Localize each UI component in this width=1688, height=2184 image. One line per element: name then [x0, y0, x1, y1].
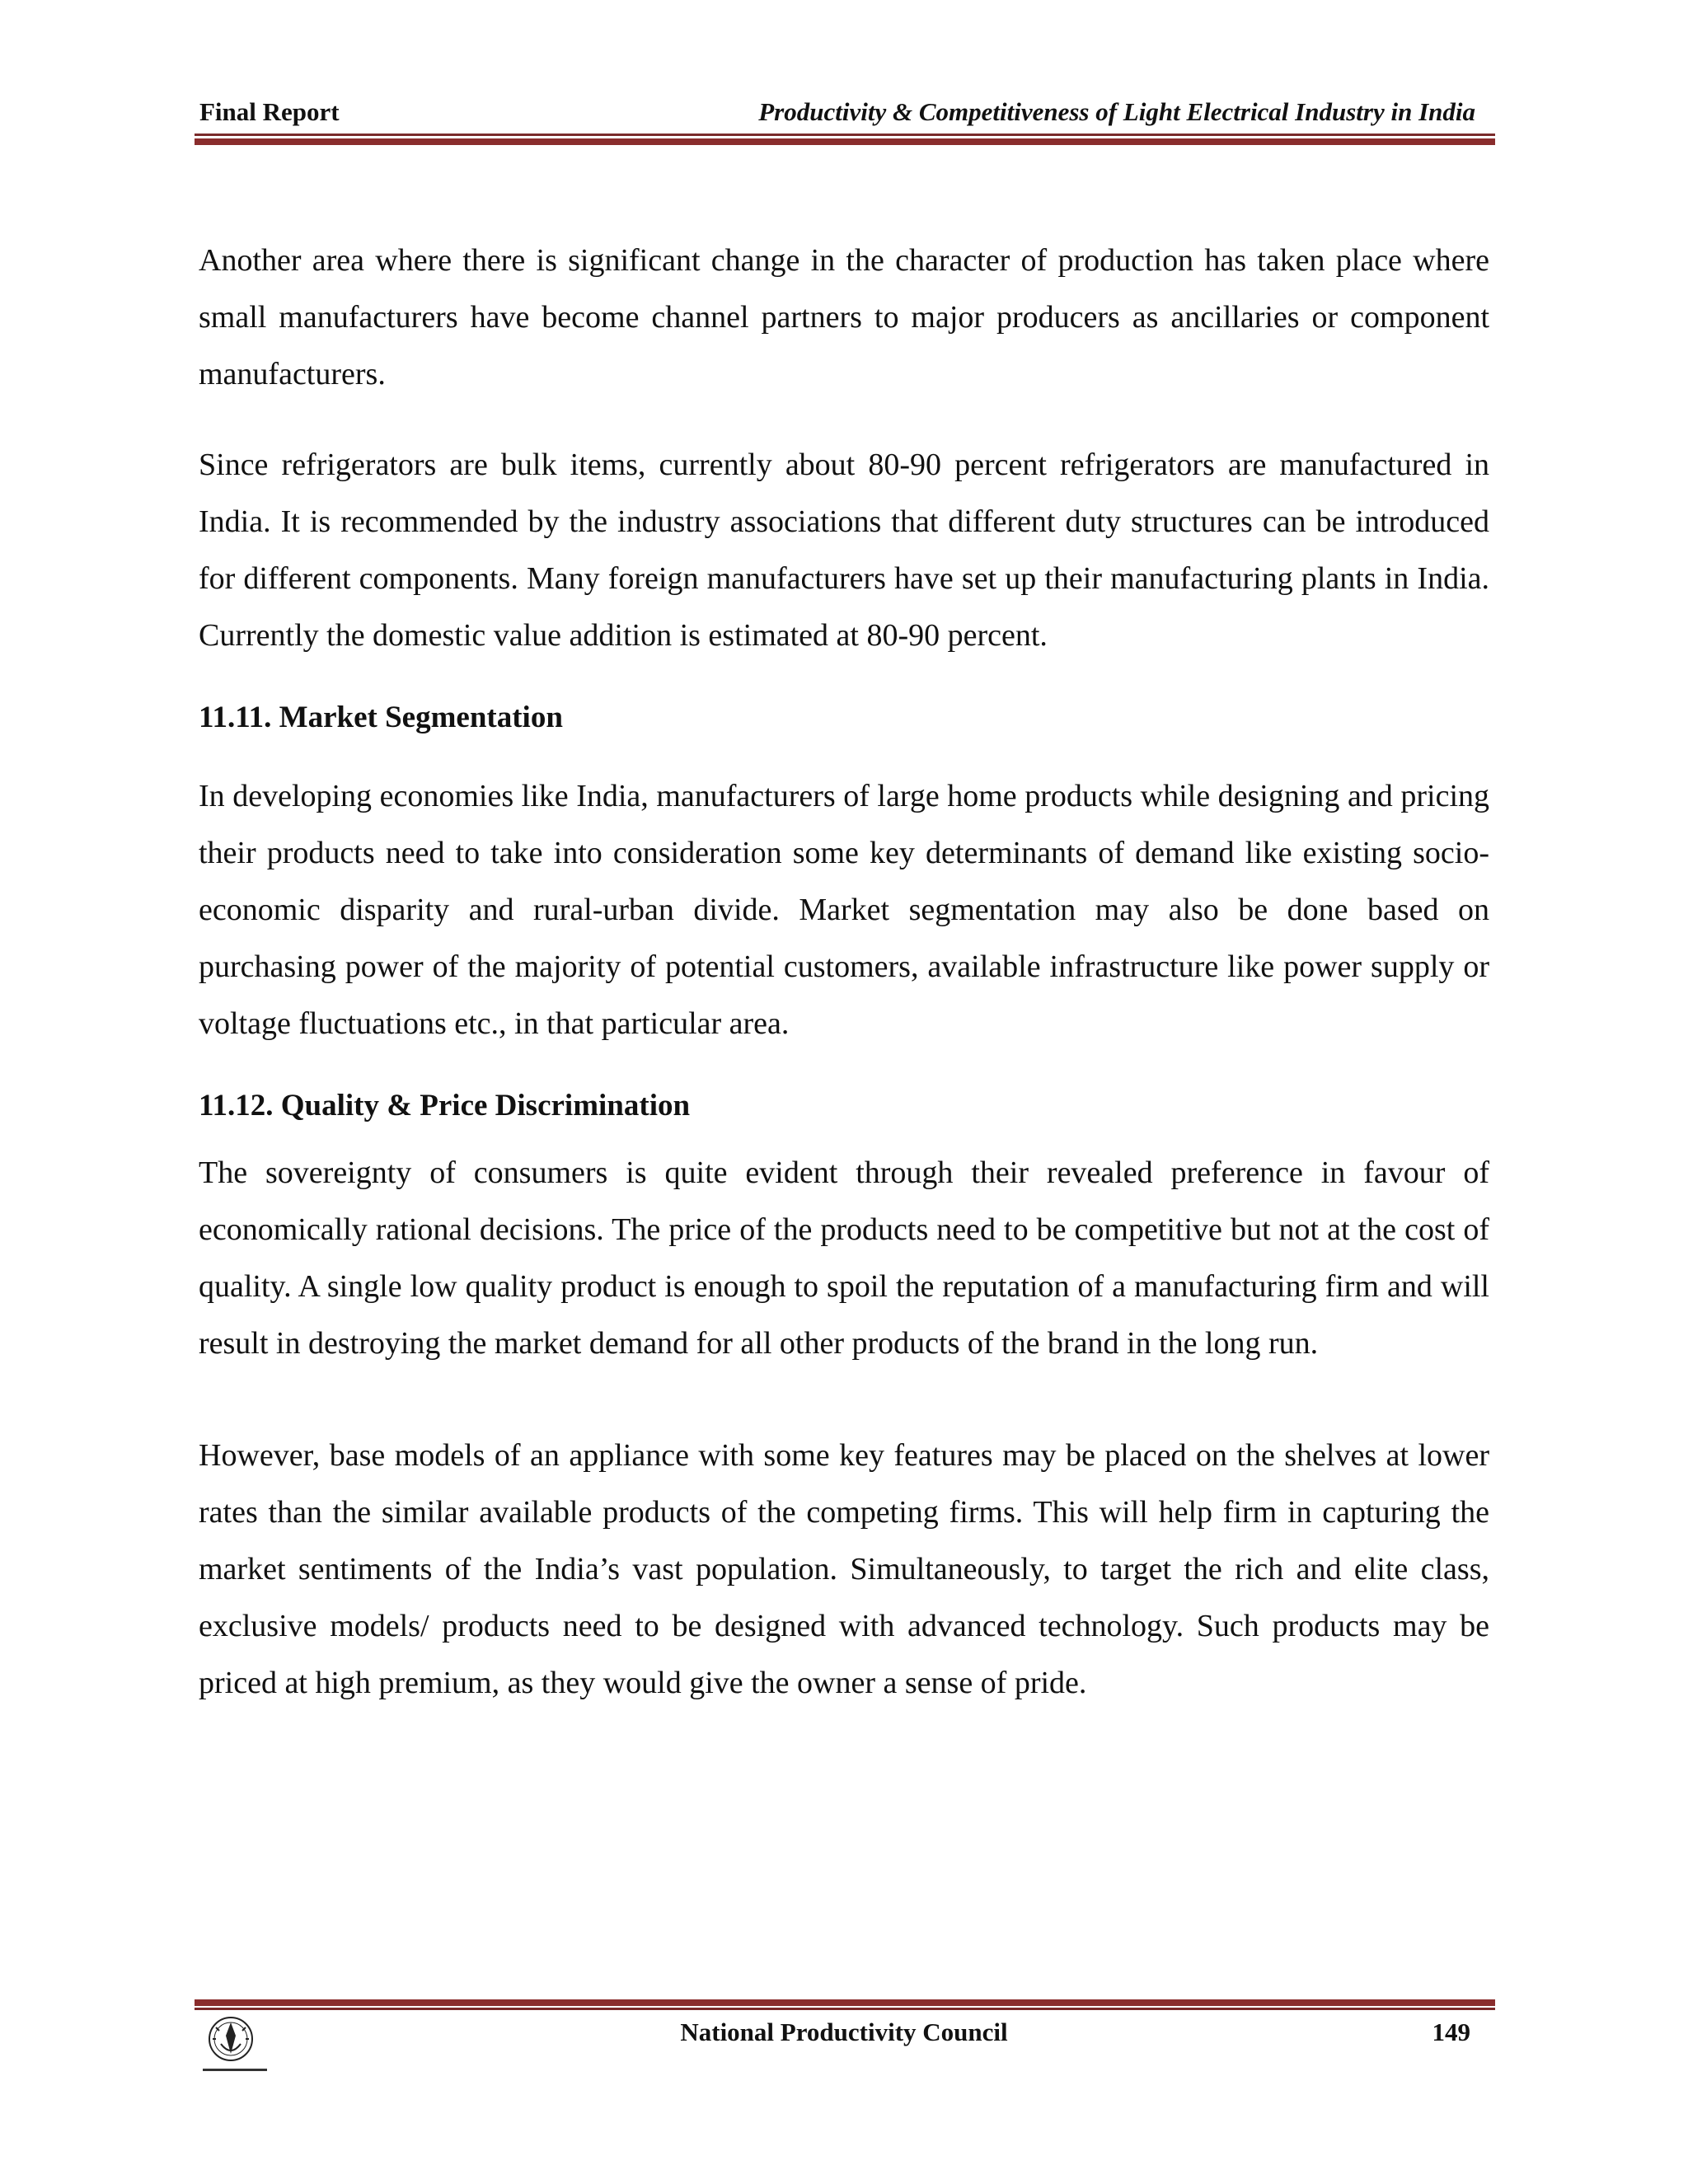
paragraph-base-models: However, base models of an appliance with some key features may be placed on the shelves at lower rates than the similar available products of the competing firms. This will help firm in capturing the market sentiments of the India’s vast population. Simultaneously, to target the rich and elite class, exclusive models/ products need to be designed with advanced technology. Such products may be priced at high premium, as they would give the owner a sense of pride.: [199, 1438, 1489, 1700]
footer-rule-thin: [195, 2008, 1495, 2010]
page-number: 149: [1432, 2018, 1470, 2046]
paragraph-consumer-sovereignty: The sovereignty of consumers is quite evident through their revealed preference in favour of economically rational decisions. The price of the products need to be competitive but not at the cost of quality. A single low quality product is enough to spoil the reputation of a manufacturing firm and will result in destroying the market demand for all other products of the brand in the long run.: [199, 1155, 1489, 1361]
header-rule: [195, 134, 1495, 144]
paragraph-channel-partners: Another area where there is significant change in the character of production has taken place where small manufacturers have become channel partners to major producers as ancillaries or component manufacturers.: [199, 243, 1489, 391]
header-rule-thin: [195, 134, 1495, 136]
header-rule-thick: [195, 138, 1495, 145]
paragraph-market-segmentation: In developing economies like India, manufacturers of large home products while designing and pricing their products need to take into consideration some key determinants of demand like existing socio-economic disparity and rural-urban divide. Market segmentation may also be done based on purchasing power of the majority of potential customers, available infrastructure like power supply or voltage fluctuations etc., in that particular area.: [199, 779, 1489, 1041]
header-report-label: Final Report: [199, 97, 340, 126]
page-header: [198, 97, 1493, 135]
header-document-title: Productivity & Competitiveness of Light Electrical Industry in India: [758, 97, 1475, 126]
paragraph-refrigerators: Since refrigerators are bulk items, currently about 80-90 percent refrigerators are manufactured in India. It is recommended by the industry associations that different duty structures can be introduced for different components. Many foreign manufacturers have set up their manufacturing plants in India. Currently the domestic value addition is estimated at 80-90 percent.: [199, 448, 1489, 653]
section-heading-quality-price: 11.12. Quality & Price Discrimination: [199, 1089, 691, 1122]
footer-rule: [195, 1999, 1495, 2010]
footer-organization: National Productivity Council: [680, 2018, 1008, 2046]
section-heading-market-segmentation: 11.11. Market Segmentation: [199, 701, 563, 734]
page-body: [199, 232, 1489, 1712]
footer-rule-thick: [195, 1999, 1495, 2006]
